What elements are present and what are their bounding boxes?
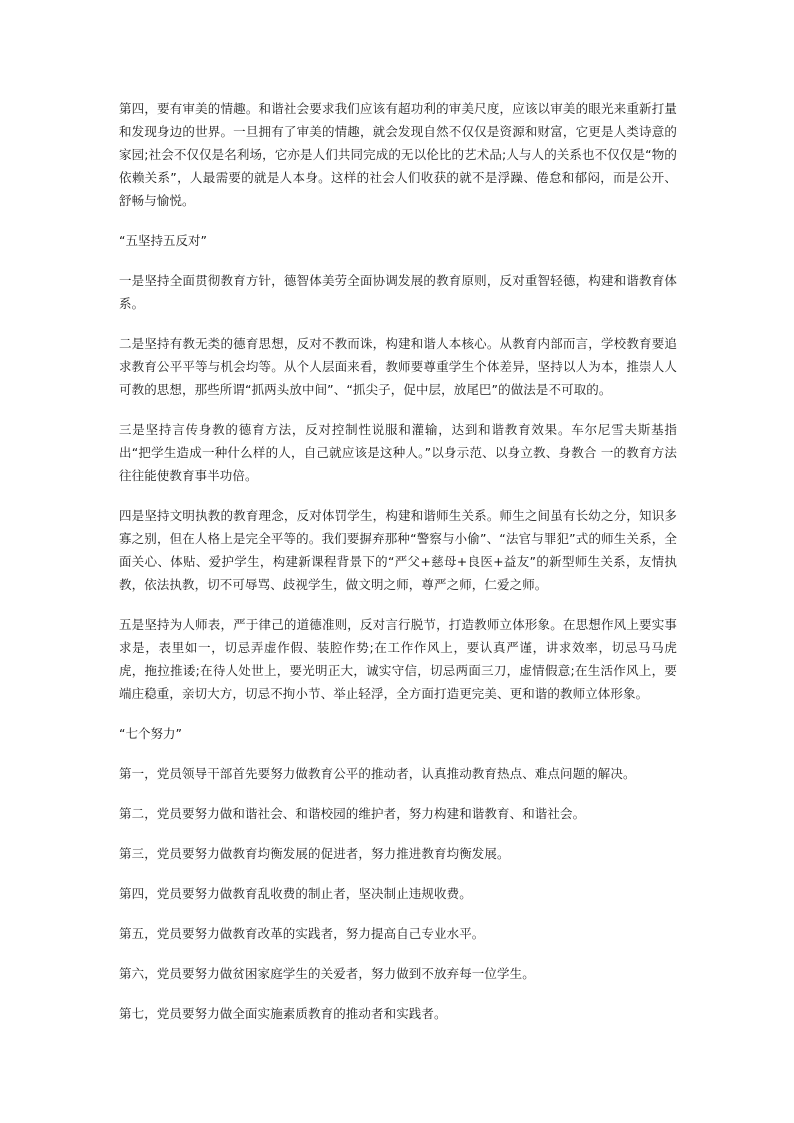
paragraph-effort-3: 第三，党员要努力做教育均衡发展的促进者，努力推进教育均衡发展。: [119, 846, 510, 861]
paragraph-effort-6: 第六，党员要努力做贫困家庭学生的关爱者，努力做到不放弃每一位学生。: [119, 966, 535, 981]
section-heading-seven-efforts: “七个努力”: [119, 726, 182, 741]
paragraph-effort-4: 第四，党员要努力做教育乱收费的制止者，坚决制止违规收费。: [119, 886, 472, 901]
paragraph-effort-5: 第五，党员要努力做教育改革的实践者，努力提高自己专业水平。: [119, 926, 485, 941]
paragraph-adhere-3: 三是坚持言传身教的德育方法，反对控制性说服和灌输，达到和谐教育效果。车尔尼雪夫斯基指出“把学生造成一种什么样的人，自己就应该是这种人。”以身示范、以身立教、身教合 一的教育方法往往能使教育事半功倍。: [119, 422, 677, 483]
paragraph-effort-2: 第二，党员要努力做和谐社会、和谐校园的维护者，努力构建和谐教育、和谐社会。: [119, 806, 586, 821]
paragraph-adhere-1: 一是坚持全面贯彻教育方针，德智体美劳全面协调发展的教育原则，反对重智轻德，构建和谐教育体系。: [119, 273, 677, 311]
document-body: [119, 97, 677, 1042]
paragraph-adhere-5: 五是坚持为人师表，严于律己的道德准则，反对言行脱节，打造教师立体形象。在思想作风上要实事求是，表里如一，切忌弄虚作假、装腔作势;在工作作风上，要认真严谨，讲求效率，切忌马马虎虎，拖拉推诿;在待人处世上，要光明正大，诚实守信，切忌两面三刀，虚情假意;在生活作风上，要端庄稳重，亲切大方，切忌不拘小节、举止轻浮，全方面打造更完美、更和谐的教师立体形象。: [119, 617, 677, 701]
paragraph-effort-1: 第一，党员领导干部首先要努力做教育公平的推动者，认真推动教育热点、难点问题的解决。: [119, 766, 636, 781]
paragraph-adhere-2: 二是坚持有教无类的德育思想，反对不教而诛，构建和谐人本核心。从教育内部而言，学校教育要追求教育公平平等与机会均等。从个人层面来看，教师要尊重学生个体差异，坚持以人为本，推崇人人可教的思想，那些所谓“抓两头放中间”、“抓尖子，促中层，放尾巴”的做法是不可取的。: [119, 336, 677, 397]
paragraph-adhere-4: 四是坚持文明执教的教育理念，反对体罚学生，构建和谐师生关系。师生之间虽有长幼之分，知识多寡之别，但在人格上是完全平等的。我们要摒弃那种“警察与小偷”、“法官与罪犯”式的师生关系，全面关心、体贴、爱护学生，构建新课程背景下的“严父+慈母+良医+益友”的新型师生关系，友情执教，依法执教，切不可辱骂、歧视学生，做文明之师，尊严之师，仁爱之师。: [119, 508, 677, 592]
section-heading-five-adhere: “五坚持五反对”: [119, 233, 207, 248]
paragraph-effort-7: 第七，党员要努力做全面实施素质教育的推动者和实践者。: [119, 1006, 447, 1021]
paragraph-aesthetic: 第四，要有审美的情趣。和谐社会要求我们应该有超功利的审美尺度，应该以审美的眼光来重新打量和发现身边的世界。一旦拥有了审美的情趣，就会发现自然不仅仅是资源和财富，它更是人类诗意的家园;社会不仅仅是名利场，它亦是人们共同完成的无以伦比的艺术品;人与人的关系也不仅仅是“物的依赖关系”，人最需要的就是人本身。这样的社会人们收获的就不是浮躁、倦怠和郁闷，而是公开、舒畅与愉悦。: [119, 101, 677, 208]
